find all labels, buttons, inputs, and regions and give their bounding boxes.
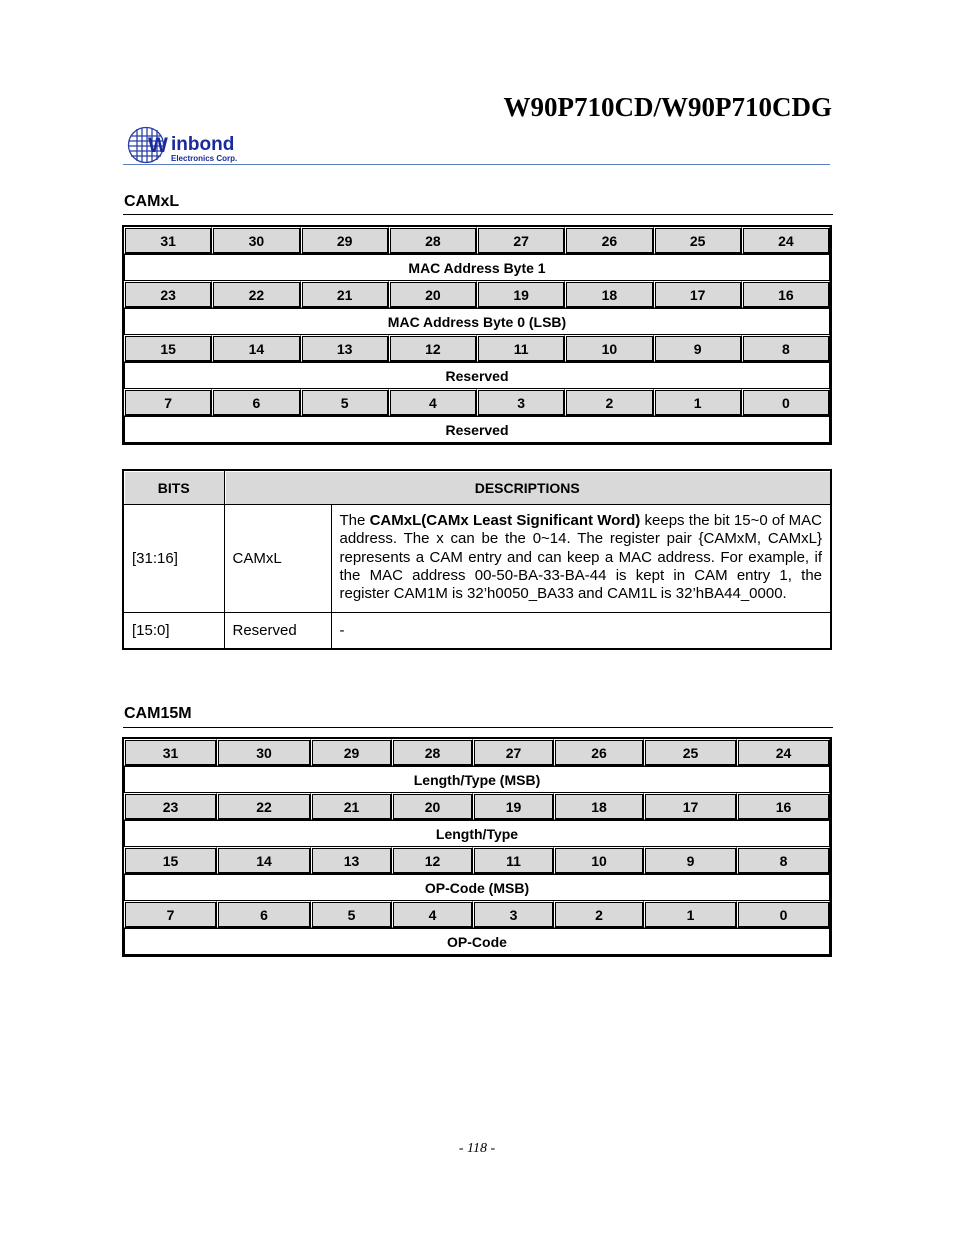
bit-number-row <box>124 281 830 308</box>
bit-cell: 30 <box>212 227 300 254</box>
bit-cell: 19 <box>477 281 565 308</box>
bit-cell: 5 <box>311 901 392 928</box>
bit-cell: 16 <box>737 793 830 820</box>
bit-cell: 25 <box>644 739 737 766</box>
bit-number-row <box>124 335 830 362</box>
bit-cell: 2 <box>554 901 644 928</box>
bit-cell: 6 <box>217 901 311 928</box>
bit-cell: 3 <box>477 389 565 416</box>
description-text: keeps the bit 15~0 of MAC address. The x can be the 0~14. The register pair {CAMxM, CAMxL} represents a CAM entry and can keep a MAC address. For example, if the MAC address 00-50-BA-33-BA-44 is kept in CAM entry 1, the register CAM1M is 32’h0050_BA33 and CAM1L is 32’hBA44_0000. <box>339 512 822 603</box>
description-text: The <box>339 512 370 529</box>
bit-number-row <box>124 739 830 766</box>
winbond-logo <box>127 126 251 166</box>
document-title: W90P710CD/W90P710CDG <box>503 92 832 122</box>
bit-cell: 25 <box>654 227 742 254</box>
bits-range-cell: [15:0] <box>123 613 224 649</box>
field-cell: Reserved <box>124 362 830 389</box>
descriptions-header: DESCRIPTIONS <box>224 470 831 505</box>
svg-text:Electronics Corp.: Electronics Corp. <box>171 154 238 163</box>
bit-cell: 5 <box>301 389 389 416</box>
bit-number-row <box>124 227 830 254</box>
bit-number-row <box>124 847 830 874</box>
bit-cell: 19 <box>473 793 554 820</box>
bit-cell: 24 <box>737 739 830 766</box>
section-title-cam15m: CAM15M <box>124 705 192 722</box>
bit-number-row <box>124 389 830 416</box>
bit-cell: 9 <box>644 847 737 874</box>
description-cell <box>331 505 831 613</box>
bit-cell: 10 <box>565 335 653 362</box>
field-cell: MAC Address Byte 1 <box>124 254 830 281</box>
bit-cell: 23 <box>124 793 217 820</box>
bit-cell: 22 <box>212 281 300 308</box>
bit-cell: 24 <box>742 227 830 254</box>
section-title-camxl: CAMxL <box>124 193 180 210</box>
register-name-cell: CAMxL <box>224 505 331 613</box>
bit-cell: 21 <box>301 281 389 308</box>
bit-cell: 2 <box>565 389 653 416</box>
bit-cell: 17 <box>644 793 737 820</box>
description-row <box>123 613 831 649</box>
bit-cell: 31 <box>124 739 217 766</box>
bit-cell: 1 <box>644 901 737 928</box>
bit-cell: 8 <box>742 335 830 362</box>
description-cell: - <box>331 613 831 649</box>
bit-cell: 18 <box>565 281 653 308</box>
bit-cell: 26 <box>565 227 653 254</box>
bit-cell: 31 <box>124 227 212 254</box>
bits-header: BITS <box>123 470 224 505</box>
bit-number-row <box>124 901 830 928</box>
section-rule <box>123 214 833 215</box>
description-header-row <box>123 470 831 505</box>
bit-cell: 28 <box>389 227 477 254</box>
bit-cell: 1 <box>654 389 742 416</box>
bit-cell: 7 <box>124 901 217 928</box>
bit-cell: 13 <box>301 335 389 362</box>
description-row <box>123 505 831 613</box>
field-cell: Reserved <box>124 416 830 443</box>
bit-cell: 14 <box>212 335 300 362</box>
cam15m-bit-table <box>122 737 832 957</box>
bit-cell: 15 <box>124 847 217 874</box>
page-number: - 118 - <box>458 1141 496 1156</box>
bit-cell: 4 <box>392 901 473 928</box>
bit-cell: 29 <box>301 227 389 254</box>
camxl-bit-table <box>122 225 832 445</box>
bit-cell: 20 <box>392 793 473 820</box>
field-cell: OP-Code (MSB) <box>124 874 830 901</box>
bit-cell: 18 <box>554 793 644 820</box>
bit-cell: 22 <box>217 793 311 820</box>
bit-cell: 0 <box>737 901 830 928</box>
bit-cell: 6 <box>212 389 300 416</box>
bits-range-cell: [31:16] <box>123 505 224 613</box>
bit-cell: 12 <box>392 847 473 874</box>
section-rule <box>123 727 833 728</box>
field-cell: OP-Code <box>124 928 830 955</box>
bit-cell: 4 <box>389 389 477 416</box>
bit-cell: 17 <box>654 281 742 308</box>
field-cell: Length/Type <box>124 820 830 847</box>
header-rule <box>123 164 830 165</box>
bit-cell: 21 <box>311 793 392 820</box>
bit-cell: 3 <box>473 901 554 928</box>
bit-cell: 9 <box>654 335 742 362</box>
bit-cell: 10 <box>554 847 644 874</box>
bit-cell: 27 <box>473 739 554 766</box>
field-cell: Length/Type (MSB) <box>124 766 830 793</box>
bit-cell: 15 <box>124 335 212 362</box>
bit-cell: 20 <box>389 281 477 308</box>
bit-cell: 11 <box>477 335 565 362</box>
bit-cell: 28 <box>392 739 473 766</box>
bit-cell: 0 <box>742 389 830 416</box>
bit-cell: 7 <box>124 389 212 416</box>
bit-cell: 29 <box>311 739 392 766</box>
bit-cell: 8 <box>737 847 830 874</box>
bit-cell: 11 <box>473 847 554 874</box>
bit-cell: 13 <box>311 847 392 874</box>
register-name-cell: Reserved <box>224 613 331 649</box>
bit-number-row <box>124 793 830 820</box>
svg-text:W: W <box>148 134 168 157</box>
bit-cell: 12 <box>389 335 477 362</box>
camxl-description-table <box>122 469 832 650</box>
svg-text:inbond: inbond <box>171 134 235 155</box>
bit-cell: 14 <box>217 847 311 874</box>
bit-cell: 26 <box>554 739 644 766</box>
description-bold-text: CAMxL(CAMx Least Significant Word) <box>369 512 641 529</box>
bit-cell: 30 <box>217 739 311 766</box>
bit-cell: 23 <box>124 281 212 308</box>
field-cell: MAC Address Byte 0 (LSB) <box>124 308 830 335</box>
bit-cell: 16 <box>742 281 830 308</box>
bit-cell: 27 <box>477 227 565 254</box>
